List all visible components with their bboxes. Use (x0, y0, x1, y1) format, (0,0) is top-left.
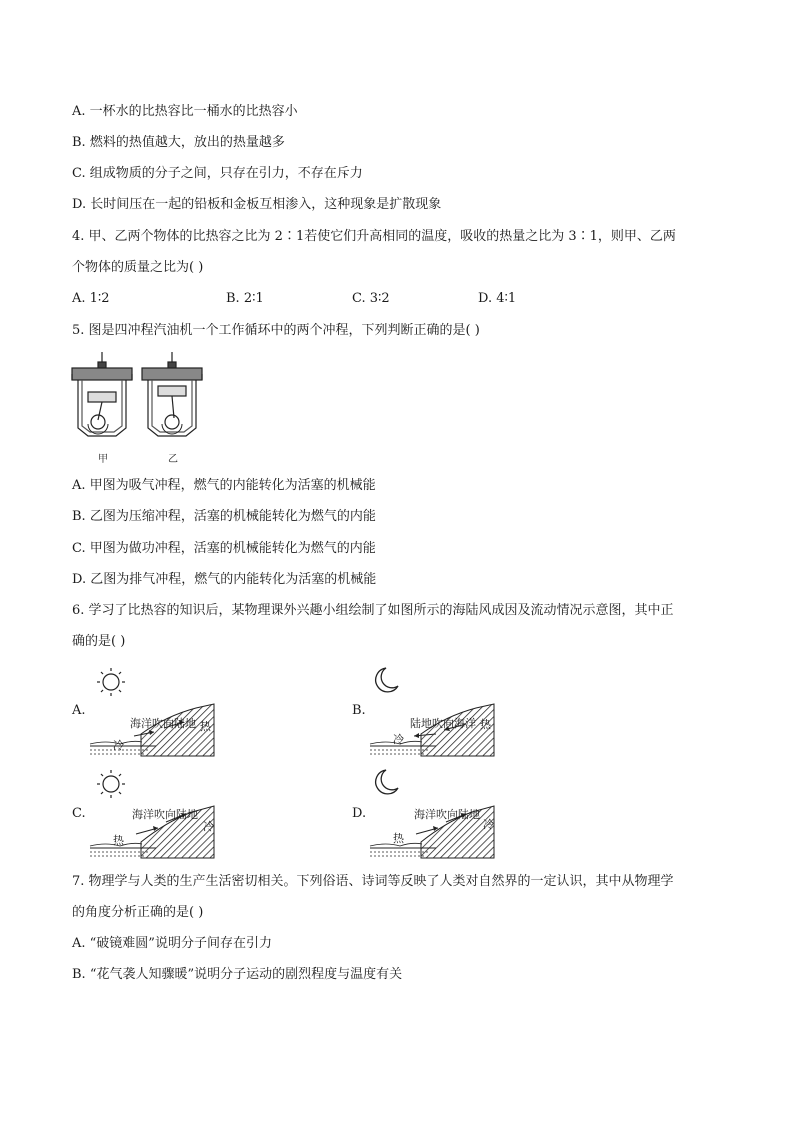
q6-panel-a-wind-label: 海洋吹向陆地 (130, 717, 196, 730)
q6-stem-line-1: 6. 学习了比热容的知识后，某物理课外兴趣小组绘制了如图所示的海陆风成因及流动情况示意图，其中正 (72, 603, 674, 618)
q6-panel-b-letter: B. (352, 703, 366, 718)
sun-icon (97, 668, 125, 696)
moon-icon (376, 770, 398, 794)
engine-jia-label: 甲 (98, 454, 108, 465)
q4-stem-line-1: 4. 甲、乙两个物体的比热容之比为 2∶1若使它们升高相同的温度，吸收的热量之比为 3∶1，则甲、乙两 (72, 229, 676, 244)
q6-panel-a-letter: A. (72, 703, 86, 718)
q6-panel-a-land-temp: 热 (200, 720, 211, 733)
q5-stem: 5. 图是四冲程汽油机一个工作循环中的两个冲程，下列判断正确的是( ) (72, 323, 480, 338)
q6-panel-d-letter: D. (352, 806, 367, 821)
q6-panel-d-wind-label: 海洋吹向陆地 (414, 808, 480, 821)
q5-option-b: B. 乙图为压缩冲程，活塞的机械能转化为燃气的内能 (72, 509, 376, 524)
q4-stem-line-2: 个物体的质量之比为( ) (72, 260, 204, 275)
q7-option-b: B. “花气袭人知骤暖”说明分子运动的剧烈程度与温度有关 (72, 967, 403, 982)
q6-panel-c-wind-label: 海洋吹向陆地 (132, 808, 198, 821)
engine-jia (72, 352, 132, 436)
q6-panel-c-letter: C. (72, 806, 86, 821)
q7-stem-line-2: 的角度分析正确的是( ) (72, 905, 204, 920)
q6-panel-d-land-temp: 冷 (483, 818, 494, 831)
q6-panel-b-figure (366, 660, 506, 760)
q6-panel-d-sea-temp: 热 (393, 832, 404, 845)
q3-option-a: A. 一杯水的比热容比一桶水的比热容小 (72, 104, 298, 119)
q3-option-c: C. 组成物质的分子之间，只存在引力，不存在斥力 (72, 166, 363, 181)
q5-option-d: D. 乙图为排气冲程，燃气的内能转化为活塞的机械能 (72, 572, 377, 587)
q3-option-d: D. 长时间压在一起的铅板和金板互相渗入，这种现象是扩散现象 (72, 197, 442, 212)
q6-panel-c-land-temp: 冷 (203, 820, 214, 833)
q4-option-c: C. 3∶2 (352, 291, 390, 306)
moon-icon (376, 668, 398, 692)
engine-yi-label: 乙 (168, 454, 178, 465)
q6-panel-b-sea-temp: 冷 (393, 733, 404, 746)
q4-option-b: B. 2∶1 (226, 291, 264, 306)
q5-option-a: A. 甲图为吸气冲程，燃气的内能转化为活塞的机械能 (72, 478, 376, 493)
q7-option-a: A. “破镜难圆”说明分子间存在引力 (72, 936, 272, 951)
q5-option-c: C. 甲图为做功冲程，活塞的机械能转化为燃气的内能 (72, 541, 376, 556)
engine-stroke-figure (68, 350, 208, 468)
q6-panel-b-wind-label: 陆地吹向海洋 (410, 717, 476, 730)
q4-option-d: D. 4∶1 (478, 291, 517, 306)
q4-option-a: A. 1∶2 (72, 291, 110, 306)
q6-panel-a-sea-temp: 冷 (113, 739, 124, 752)
q3-option-b: B. 燃料的热值越大，放出的热量越多 (72, 135, 285, 150)
q7-stem-line-1: 7. 物理学与人类的生产生活密切相关。下列俗语、诗词等反映了人类对自然界的一定认识，其中从物理学 (72, 874, 674, 889)
sun-icon (97, 770, 125, 798)
q6-panel-b-land-temp: 热 (480, 718, 491, 731)
q6-panel-a-figure (86, 660, 226, 760)
engine-yi (142, 352, 202, 436)
q6-stem-line-2: 确的是( ) (72, 634, 126, 649)
q6-panel-c-sea-temp: 热 (113, 834, 124, 847)
